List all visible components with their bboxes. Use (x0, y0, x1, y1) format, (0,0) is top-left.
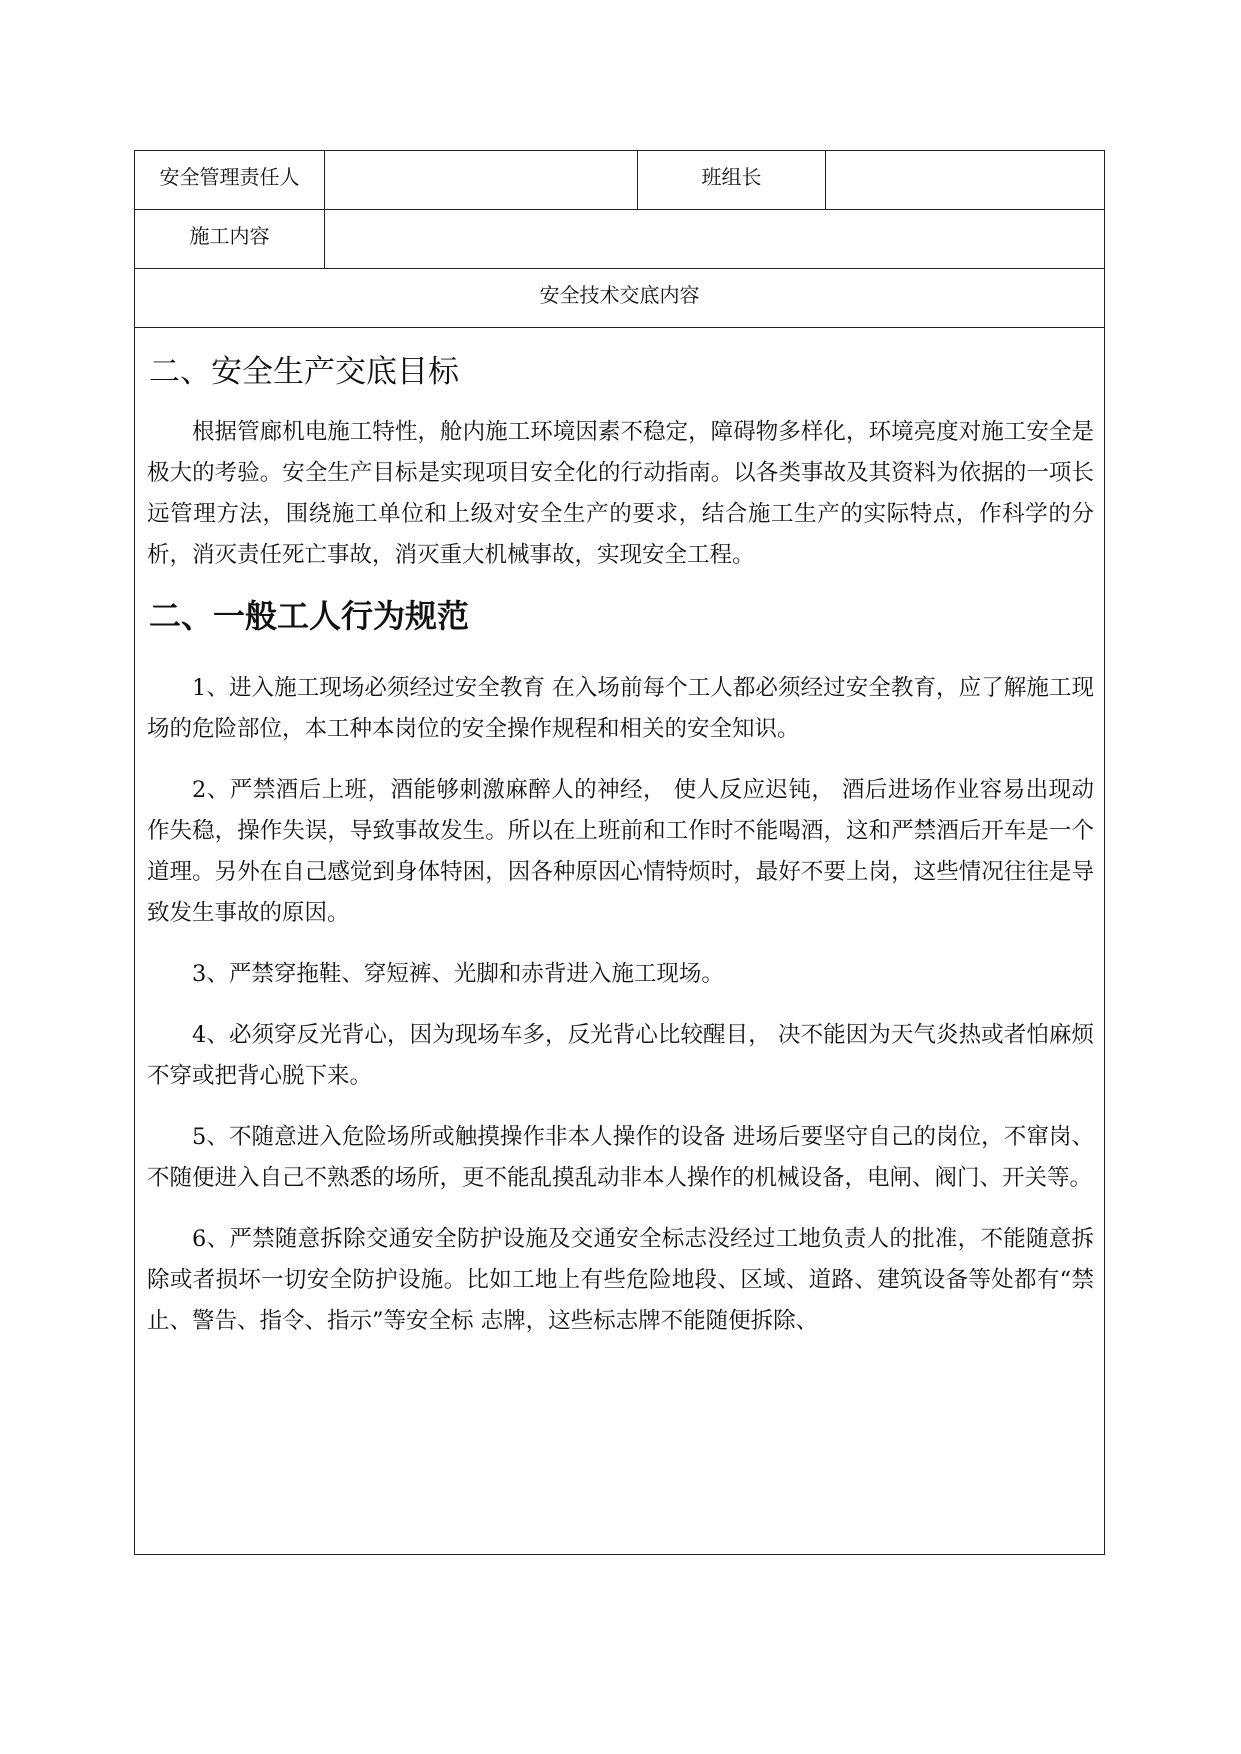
paragraph-safety-goal: 根据管廊机电施工特性，舱内施工环境因素不稳定，障碍物多样化，环境亮度对施工安全是极大的考验。安全生产目标是实现项目安全化的行动指南。以各类事故及其资料为依据的一项长远管理方法，围绕施工单位和上级对安全生产的要求，结合施工生产的实际特点，作科学的分析，消灭责任死亡事故，消灭重大机械事故，实现安全工程。 (147, 419, 1094, 568)
work-content-value[interactable] (325, 210, 1105, 269)
section-title: 安全技术交底内容 (135, 269, 1105, 328)
safety-manager-value[interactable] (325, 151, 638, 210)
header-row-1 (135, 151, 1105, 210)
team-leader-label: 班组长 (638, 151, 826, 210)
list-item: 1、进入施工现场必须经过安全教育 在入场前每个工人都必须经过安全教育，应了解施工现场的危险部位，本工种本岗位的安全操作规程和相关的安全知识。 (147, 675, 1094, 742)
list-item: 2、严禁酒后上班，酒能够刺激麻醉人的神经， 使人反应迟钝， 酒后进场作业容易出现动作失稳，操作失误，导致事故发生。所以在上班前和工作时不能喝酒，这和严禁酒后开车是一个道理。另外在自己感觉到身体特困，因各种原因心情特烦时，最好不要上岗，这些情况往往是导致发生事故的原因。 (147, 777, 1094, 926)
list-item: 3、严禁穿拖鞋、穿短裤、光脚和赤背进入施工现场。 (192, 961, 724, 987)
safety-briefing-table (134, 150, 1105, 1555)
safety-manager-label: 安全管理责任人 (135, 151, 325, 210)
heading-safety-goal: 二、安全生产交底目标 (149, 354, 459, 390)
section-title-row (135, 269, 1105, 328)
content-cell (135, 328, 1105, 1555)
list-item: 4、必须穿反光背心，因为现场车多，反光背心比较醒目， 决不能因为天气炎热或者怕麻烦不穿或把背心脱下来。 (147, 1022, 1094, 1089)
work-content-label: 施工内容 (135, 210, 325, 269)
list-item: 6、严禁随意拆除交通安全防护设施及交通安全标志没经过工地负责人的批准，不能随意拆除或者损坏一切安全防护设施。比如工地上有些危险地段、区域、道路、建筑设备等处都有“禁止、警告、指令、指示”等安全标 志牌，这些标志牌不能随便拆除、 (147, 1226, 1094, 1334)
team-leader-value[interactable] (826, 151, 1105, 210)
content-row (135, 328, 1105, 1555)
header-row-2 (135, 210, 1105, 269)
heading-worker-conduct: 二、一般工人行为规范 (149, 597, 470, 635)
list-item: 5、不随意进入危险场所或触摸操作非本人操作的设备 进场后要坚守自己的岗位，不窜岗、不随便进入自己不熟悉的场所，更不能乱摸乱动非本人操作的机械设备，电闸、阀门、开关等。 (147, 1124, 1094, 1191)
